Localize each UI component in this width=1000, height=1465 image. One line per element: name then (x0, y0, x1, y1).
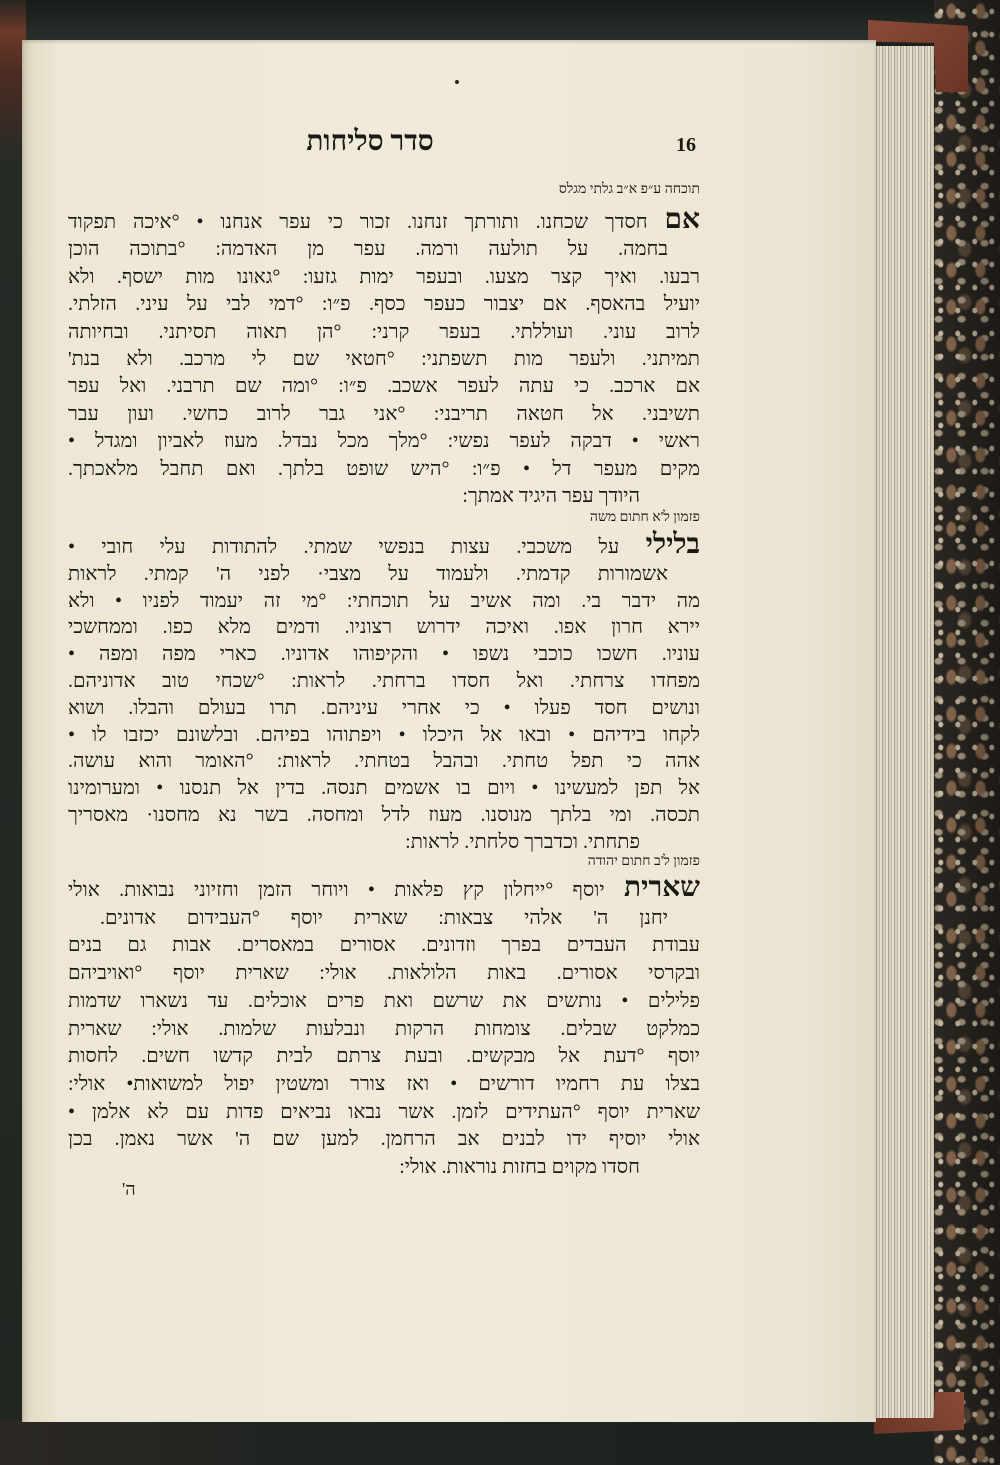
text-line-last: היודך עפר היגיד אמתך: (462, 485, 640, 508)
text-line: תכסה. ומי בלתך מנוסנו. מעוז לדל ומחסה. בשר נא מחסנו· מאסריך (68, 803, 700, 826)
ink-dot (455, 80, 459, 84)
text-line: מפחדו צרחתי. ואל חסדו ברחתי. לראות: °שכחי טוב אדוניהם. (68, 669, 700, 692)
text-line: אשמורות קדמתי. ולעמוד על מצבי· לפני ה' קמתי. לראות (68, 562, 668, 585)
section-pizmon-yehuda (68, 874, 700, 1182)
scan-background-top (26, 0, 936, 42)
text-line: מקים מעפר דל • פ״ו: °היש שופט בלתך. ואם תחבל מלאכתך. (68, 457, 700, 480)
text-line: יחנן ה' אלהי צבאות: שארית יוסף °העבידום אדונים. (100, 906, 668, 929)
section-heading-pizmon-yehuda: פזמון ל'ב חתום יהודה (587, 854, 700, 869)
text-line: ראשי • דבקה לעפר נפשי: °מלך מכל נבדל. מעוז לאביון ומגדל • (68, 430, 700, 453)
marbled-book-cover (934, 0, 1000, 1465)
text-line: ובקרסי אסורים. באות הלולאות. אולי: שארית יוסף °ואויביהם (68, 962, 700, 985)
text-line-last: חסדו מקוים בחזות נוראות. אולי: (399, 1156, 640, 1179)
text-line-rest: חסדך שכחנו. ותורתך זנחנו. זכור כי עפר אנחנו • °איכה תפקוד (68, 211, 648, 233)
text-line: תמיתני. ולעפר מות תשפתני: °חטאי שם לי מרכב. ולא בנת' (68, 348, 700, 371)
initial-word: אם (664, 204, 700, 235)
page-number: 16 (676, 134, 696, 156)
text-line: בצלו עת רחמיו דורשים • ואז צורר ומשטין יפול למשואות• אולי: (68, 1072, 700, 1095)
text-line: יוסף °דעת אל מבקשים. ובעת צרתם לבית קדשו חשים. לחסות (68, 1045, 700, 1068)
section-pizmon-moshe (68, 531, 700, 856)
text-line (68, 874, 700, 905)
text-line-rest: יוסף °ייחלון קץ פלאות • ויוחר הזמן וחזיוני נבואות. אולי (68, 879, 605, 901)
signature-mark: ה' (122, 1179, 136, 1199)
text-line: אהה כי תפל טחתי. ובהבל בטחתי. לראות: °האומר והוא עושה. (68, 750, 700, 773)
text-line: אולי יוסיף ידו לבנים אב הרחמן. למען שם ה' אשר נאמן. בכן (68, 1128, 700, 1151)
text-line: לקחו בידיהם • ובאו אל היכלו • ויפתוהו בפיהם. ובלשונם יכזבו לו • (68, 723, 700, 746)
text-line: יועיל בהאסף. אם יצבור כעפר כסף. פ״ו: °דמי לבי על עיני. הזלתי. (68, 293, 700, 316)
text-line: שארית יוסף °העתידים לזמן. אשר נבאו נביאים פדות עם לא אלמן • (68, 1100, 700, 1123)
text-line: אל תפן למעשינו • ויום בו אשמים תנסה. בדין אל תנסנו • ומערומינו (68, 777, 700, 800)
initial-word: שארית (624, 872, 701, 903)
text-line: אם ארכב. כי עתה לעפר אשכב. פ״ו: °ומה שם תרבני. ואל עפר (68, 375, 700, 398)
text-line: לרוב עוני. ועוללתי. בעפר קרני: °הן תאוה תסיתני. ובחיותה (68, 320, 700, 343)
scan-background-bottom (0, 1420, 1000, 1465)
text-line: עבודת העבדים בפרך וזדונים. אסורים במאסרים. אבות גם בנים (68, 934, 700, 957)
text-line: בחמה. על תולעה ורמה. עפר מן האדמה: °בתוכה הוכן (68, 238, 668, 261)
text-line: ונושים חסד פעלו • כי אחרי עיניהם. תרו בעולם והבלו. ושוא (68, 696, 700, 719)
text-line: כמלקט שבלים. צומחות הרקות ונבלעות שלמות. אולי: שארית (68, 1017, 700, 1040)
initial-word: בלילי (645, 529, 701, 560)
text-line: מה ידבר בי. ומה אשיב על תוכחתי: °מי זה יעמוד לפניו • ולא (68, 589, 700, 612)
text-line: עוניו. חשכו כוכבי נשפו • והקיפוהו אדוניו. כארי מפה ומפה • (68, 643, 700, 666)
section-tochacha (68, 206, 700, 510)
section-heading-tochacha: תוכחה ע״פ א״ב גלתי מגלס (558, 182, 700, 197)
page-title: סדר סליחות (306, 126, 434, 157)
text-line-rest: על משכבי. עצות בנפשי שמתי. להתודות עלי חובי • (68, 536, 620, 558)
text-line: יירא חרון אפו. ואיכה ידרוש רצוניו. ודמים מלא כפו. וממחשכי (68, 616, 700, 639)
text-line: תשיבני. אל חטאה תריבני: °אני גבר לרוב כחשי. ועון עבר (68, 402, 700, 425)
text-line (68, 531, 700, 561)
text-line (68, 206, 700, 236)
text-line: רבעו. ואיך קצר מצעו. ובעפר ימות גזעו: °גאונו מות ישסף. ולא (68, 265, 700, 288)
text-line: פלילים • נותשים את שרשם ואת פרים אוכלים. עד נשארו שדמות (68, 989, 700, 1012)
text-line-last: פתחתי. וכדברך סלחתי. לראות: (405, 830, 640, 853)
section-heading-pizmon-moshe: פזמון ל'א חתום משה (589, 510, 700, 525)
page-stack-edges (874, 46, 936, 1418)
